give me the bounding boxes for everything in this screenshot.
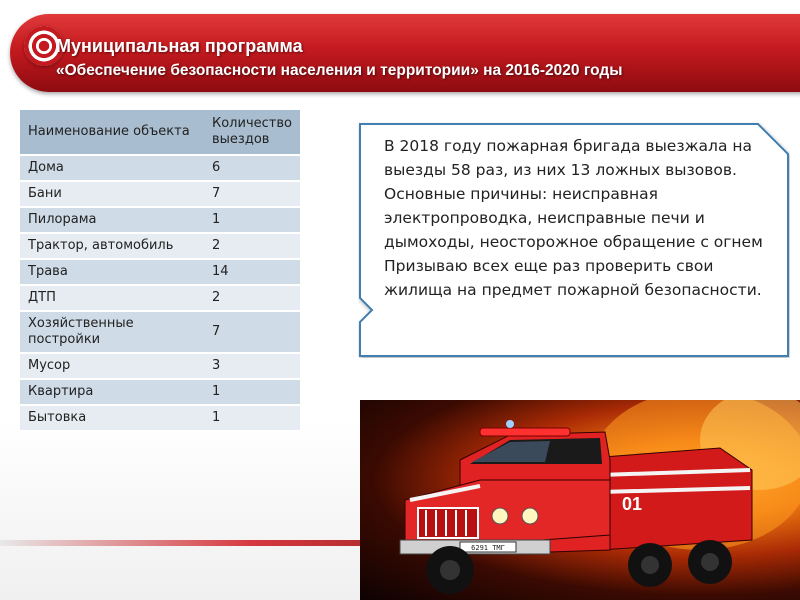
- call-count-cell: 2: [204, 285, 300, 311]
- license-plate: 6291 ТМГ: [471, 544, 505, 552]
- object-name-cell: Квартира: [20, 379, 204, 405]
- object-name-cell: ДТП: [20, 285, 204, 311]
- table-row: [20, 233, 300, 259]
- column-header-name: Наименование объекта: [20, 110, 204, 155]
- call-count-cell: 14: [204, 259, 300, 285]
- table-body: [20, 155, 300, 431]
- object-name-cell: Трава: [20, 259, 204, 285]
- page-title: Муниципальная программа: [56, 36, 303, 56]
- fire-truck-image: [360, 400, 800, 600]
- call-count-cell: 1: [204, 405, 300, 431]
- table-row: [20, 259, 300, 285]
- table-row: [20, 353, 300, 379]
- call-count-cell: 1: [204, 379, 300, 405]
- call-count-cell: 7: [204, 181, 300, 207]
- info-callout: [358, 122, 790, 358]
- object-name-cell: Трактор, автомобиль: [20, 233, 204, 259]
- object-name-cell: Бани: [20, 181, 204, 207]
- object-name-cell: Мусор: [20, 353, 204, 379]
- call-count-cell: 2: [204, 233, 300, 259]
- page-subtitle: «Обеспечение безопасности населения и территории» на 2016-2020 годы: [56, 62, 623, 79]
- call-count-cell: 6: [204, 155, 300, 181]
- table-row: [20, 181, 300, 207]
- object-name-cell: Хозяйственные постройки: [20, 311, 204, 353]
- footer-divider: [0, 540, 360, 546]
- callout-text: В 2018 году пожарная бригада выезжала на выезды 58 раз, из них 13 ложных вызовов. Основные причины: неисправная электропроводка, неисправные печи и дымоходы, неосторожное обращение с огнем Призываю всех еще раз проверить свои жилища на предмет пожарной безопасности.: [384, 137, 763, 299]
- call-count-cell: 3: [204, 353, 300, 379]
- door-number: 01: [622, 494, 643, 514]
- call-count-cell: 7: [204, 311, 300, 353]
- objects-table: [20, 110, 300, 432]
- table-row: [20, 155, 300, 181]
- table-header-row: [20, 110, 300, 155]
- table-row: [20, 405, 300, 431]
- fire-truck-illustration: [360, 400, 800, 600]
- object-name-cell: Дома: [20, 155, 204, 181]
- table-row: [20, 311, 300, 353]
- table-row: [20, 207, 300, 233]
- object-name-cell: Пилорама: [20, 207, 204, 233]
- column-header-count: Количество выездов: [204, 110, 300, 155]
- call-count-cell: 1: [204, 207, 300, 233]
- table-row: [20, 379, 300, 405]
- table-row: [20, 285, 300, 311]
- object-name-cell: Бытовка: [20, 405, 204, 431]
